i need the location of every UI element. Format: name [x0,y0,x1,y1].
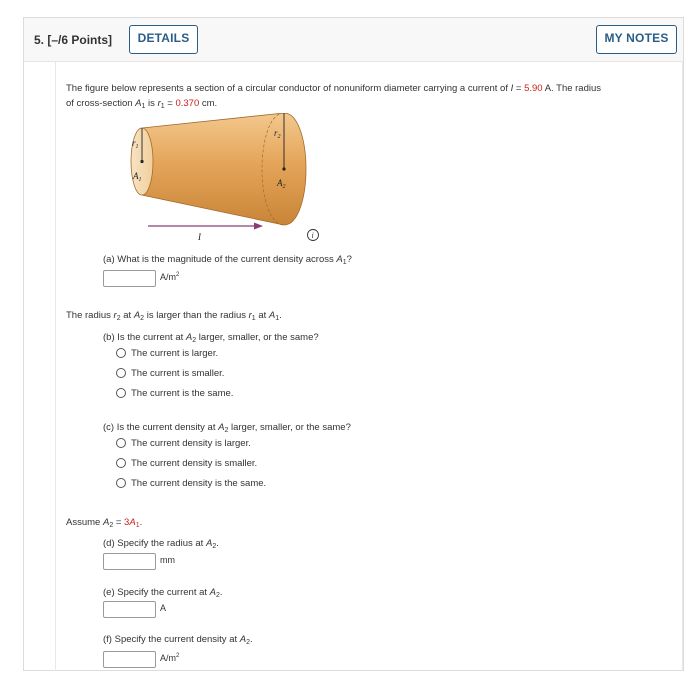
part-a-question: (a) What is the magnitude of the current density across $A_1$? [103,254,352,266]
conductor-body [142,113,306,225]
part-c-option-1-radio[interactable] [116,438,126,448]
details-button[interactable]: DETAILS [129,25,198,54]
label-r2: $r_2$ [274,128,281,140]
part-e-answer-input[interactable] [103,601,156,618]
part-b-option-3-label: The current is the same. [131,388,234,399]
part-c-option-3-label: The current density is the same. [131,478,267,489]
part-f-question: (f) Specify the current density at $A_2$. [103,634,253,646]
part-a-answer-input[interactable] [103,270,156,287]
part-f-answer-input[interactable] [103,651,156,668]
radius-r1-value: 0.370 [175,98,200,109]
question-content [55,61,683,671]
part-a-unit: $A/m^2$ [160,272,180,282]
part-f-unit: $A/m^2$ [160,653,180,663]
part-d-answer-input[interactable] [103,553,156,570]
part-c-option-2-radio[interactable] [116,458,126,468]
part-e-unit: A [160,603,167,613]
part-b-question: (b) Is the current at $A_2$ larger, smaller, or the same? [103,332,319,344]
part-c-option-2-label: The current density is smaller. [131,458,258,469]
label-r1: $r_1$ [132,138,139,150]
current-value: 5.90 [524,83,543,94]
part-b-option-2-radio[interactable] [116,368,126,378]
part-e-question: (e) Specify the current at $A_2$. [103,587,223,599]
radius-statement: The radius $r_2$ at $A_2$ is larger than the radius $r_1$ at $A_1$. [66,310,282,322]
label-A2: $A_2$ [277,178,286,190]
label-current-I: I [198,232,201,242]
part-c-question: (c) Is the current density at $A_2$ larger, smaller, or the same? [103,422,351,434]
part-b-option-2-label: The current is smaller. [131,368,225,379]
current-arrowhead [254,223,263,230]
part-d-unit: mm [160,555,175,565]
intro-line-2: of cross-section $A_1$ is $r_1 = 0.370$ cm. [66,98,218,110]
conductor-figure [116,113,366,243]
part-d-question: (d) Specify the radius at $A_2$. [103,538,219,550]
part-b-option-1-radio[interactable] [116,348,126,358]
question-number: 5. [–/6 Points] [34,33,113,47]
part-b-option-1-label: The current is larger. [131,348,219,359]
intro-line-1: The figure below represents a section of a circular conductor of nonuniform diameter carrying a current of I = 5.90 A. The radius [66,83,602,94]
part-c-option-1-label: The current density is larger. [131,438,251,449]
my-notes-button[interactable]: MY NOTES [596,25,677,54]
label-A1: $A_1$ [133,171,142,183]
question-header [24,18,683,62]
area-ratio-value: $3A_1$ [124,517,140,529]
info-icon-glyph: i [311,231,314,240]
part-c-option-3-radio[interactable] [116,478,126,488]
part-b-option-3-radio[interactable] [116,388,126,398]
assumption-statement: Assume $A_2 = 3A_1$. [66,517,143,529]
question-card [23,17,684,671]
